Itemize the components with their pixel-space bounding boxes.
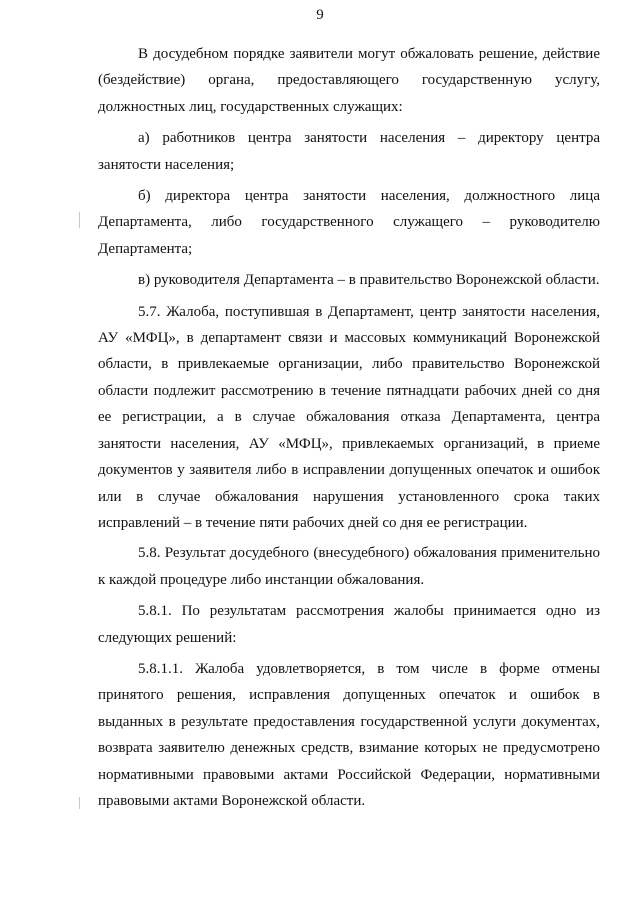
paragraph-item-a: а) работников центра занятости населения – директору центра занятости населения; [98, 130, 600, 173]
paragraph-5-7: 5.7. Жалоба, поступившая в Департамент, центр занятости населения, АУ «МФЦ», в департамент связи и массовых коммуникаций Воронежской области, в привлекаемые организации, либо правительство Воронежской области подлежит рассмотрению в течение пятнадцати рабочих дней со дня ее регистрации, а в случае обжалования отказа Департамента, центра занятости населения, АУ «МФЦ», привлекаемых организаций, в приеме документов у заявителя либо в исправлении допущенных опечаток и ошибок или в случае обжалования нарушения установленного срока таких исправлений – в течение пяти рабочих дней со дня ее регистрации. [98, 303, 600, 531]
paragraph-appeal-intro: В досудебном порядке заявители могут обжаловать решение, действие (бездействие) органа, предоставляющего государственную услугу, должностных лиц, государственных служащих: [98, 46, 600, 115]
margin-mark [79, 797, 80, 809]
paragraph-5-8-1-1: 5.8.1.1. Жалоба удовлетворяется, в том числе в форме отмены принятого решения, исправления допущенных опечаток и ошибок в выданных в результате предоставления государственной услуги документах, возврата заявителю денежных средств, взимание которых не предусмотрено нормативными правовыми актами Российской Федерации, нормативными правовыми актами Воронежской области. [98, 660, 600, 809]
document-body [98, 41, 600, 819]
paragraph-5-8: 5.8. Результат досудебного (внесудебного) обжалования применительно к каждой процедуре либо инстанции обжалования. [98, 545, 600, 588]
page-number: 9 [316, 7, 324, 23]
paragraph-item-v: в) руководителя Департамента – в правительство Воронежской области. [138, 272, 600, 289]
paragraph-5-8-1: 5.8.1. По результатам рассмотрения жалобы принимается одно из следующих решений: [98, 603, 600, 646]
paragraph-item-b: б) директора центра занятости населения, должностного лица Департамента, либо государственного служащего – руководителю Департамента; [98, 188, 600, 257]
margin-mark [79, 212, 80, 228]
